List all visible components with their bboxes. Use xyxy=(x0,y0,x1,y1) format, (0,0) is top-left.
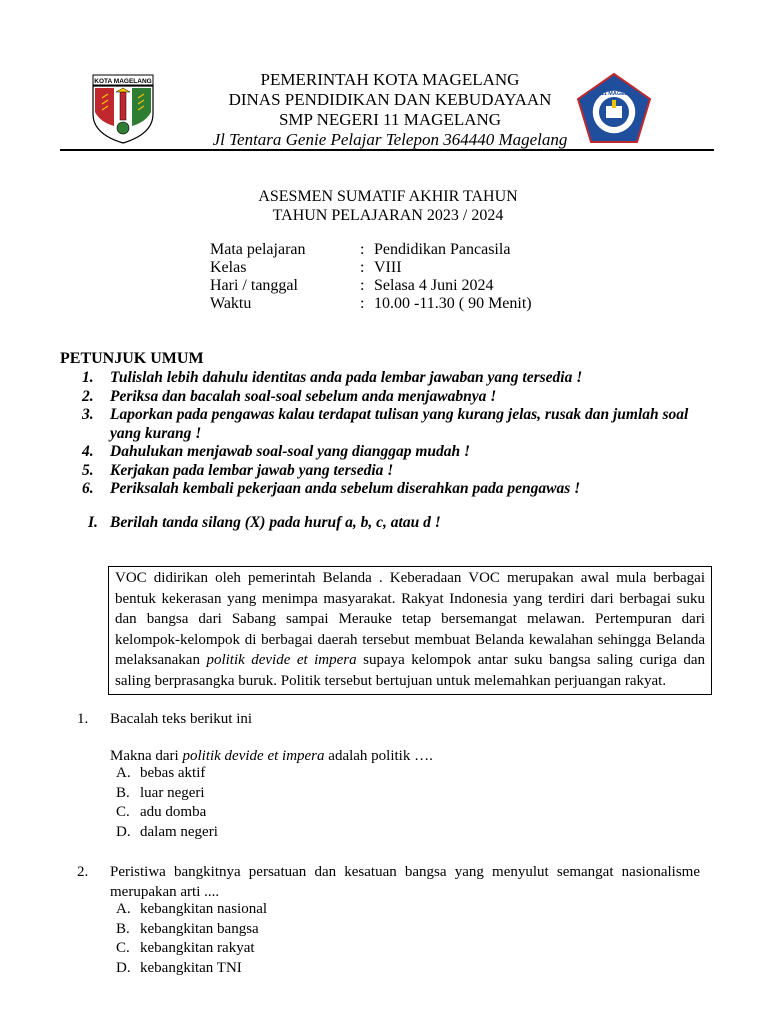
instruction-item xyxy=(82,388,722,407)
info-value: VIII xyxy=(374,259,402,276)
logo-left-label: KOTA MAGELANG xyxy=(94,78,152,85)
reading-text-part-2: supaya kelompok antar suku bangsa saling curiga dan saling berprasangka buruk. Politik tersebut bertujuan untuk melemahkan perjuangan rakyat. xyxy=(115,652,705,689)
info-colon: : xyxy=(360,259,365,276)
instruction-text: Laporkan pada pengawas kalau terdapat tulisan yang kurang jelas, rusak dan jumlah soal yang kurang ! xyxy=(110,406,689,442)
exam-title-line-2: TAHUN PELAJARAN 2023 / 2024 xyxy=(272,207,504,224)
option-text: dalam negeri xyxy=(140,824,218,841)
instruction-text: Periksalah kembali pekerjaan anda sebelum diserahkan pada pengawas ! xyxy=(110,480,581,497)
letterhead-line-1: PEMERINTAH KOTA MAGELANG xyxy=(260,70,520,89)
info-label: Kelas xyxy=(210,259,247,276)
info-label: Hari / tanggal xyxy=(210,277,298,294)
option-letter: D. xyxy=(116,960,131,977)
instruction-item xyxy=(82,443,722,462)
option-letter: B. xyxy=(116,784,130,801)
info-colon: : xyxy=(360,277,365,294)
letterhead-address: Jl Tentara Genie Pelajar Telepon 364440 Magelang xyxy=(212,130,568,149)
logo-right-label: SMP 11 MAGELANG xyxy=(587,91,641,97)
option-letter: C. xyxy=(116,940,130,957)
option-text: adu domba xyxy=(140,804,207,821)
info-label: Waktu xyxy=(210,295,252,312)
answer-options xyxy=(116,764,218,843)
answer-option[interactable] xyxy=(116,803,218,823)
instruction-number: 2. xyxy=(82,387,94,405)
general-instructions-title: PETUNJUK UMUM xyxy=(60,350,204,367)
answer-option[interactable] xyxy=(116,920,267,940)
question-stem-italic: politik devide et impera xyxy=(182,748,325,764)
info-value: 10.00 -11.30 ( 90 Menit) xyxy=(374,295,532,312)
reading-passage xyxy=(108,566,712,695)
section-number: I. xyxy=(88,514,98,531)
exam-title-line-1: ASESMEN SUMATIF AKHIR TAHUN xyxy=(258,188,518,205)
kota-magelang-logo xyxy=(90,74,156,144)
instruction-text: Kerjakan pada lembar jawab yang tersedia ! xyxy=(110,461,394,479)
option-letter: A. xyxy=(116,901,131,917)
instruction-number: 6. xyxy=(82,480,94,497)
instruction-number: 4. xyxy=(82,443,94,460)
option-letter: A. xyxy=(116,765,131,781)
letterhead-line-3: SMP NEGERI 11 MAGELANG xyxy=(278,110,502,129)
question-stem-part-1: Makna dari xyxy=(110,748,183,764)
reading-text-italic: politik devide et impera xyxy=(206,652,357,669)
option-text: bebas aktif xyxy=(140,765,206,781)
option-text: kebangkitan nasional xyxy=(140,901,268,917)
question-number: 2. xyxy=(77,864,89,880)
section-heading xyxy=(88,514,441,532)
info-colon: : xyxy=(360,241,365,258)
letterhead-divider xyxy=(60,149,714,151)
info-label: Mata pelajaran xyxy=(210,241,306,258)
option-text: kebangkitan bangsa xyxy=(140,920,259,937)
option-letter: C. xyxy=(116,804,130,821)
info-value: Pendidikan Pancasila xyxy=(374,241,511,258)
reading-text-part-1: VOC didirikan oleh pemerintah Belanda . Keberadaan VOC merupakan awal mula berbagai bentuk kekerasan yang menimpa masyarakat. Rakyat Indonesia yang terdiri dari berbagai suku dan bangsa dari Sabang sampai Merauke tetap bersemangat melawan. Pertempuran dari kelompok-kelompok di berbagai daerah tersebut membuat Belanda kewalahan sehingga Belanda melaksanakan xyxy=(115,570,705,669)
exam-info xyxy=(210,241,532,313)
instruction-item xyxy=(82,406,722,443)
letterhead xyxy=(190,70,590,150)
instruction-text: Dahulukan menjawab soal-soal yang dianggap mudah ! xyxy=(110,443,471,460)
answer-option[interactable] xyxy=(116,900,267,920)
instruction-text: Periksa dan bacalah soal-soal sebelum anda menjawabnya ! xyxy=(110,387,497,405)
instruction-item xyxy=(82,462,722,481)
info-row xyxy=(210,259,532,277)
answer-option[interactable] xyxy=(116,959,267,979)
instruction-number: 3. xyxy=(82,406,94,423)
instruction-text: Tulislah lebih dahulu identitas anda pada lembar jawaban yang tersedia ! xyxy=(110,369,583,386)
section-instruction: Berilah tanda silang (X) pada huruf a, b, c, atau d ! xyxy=(110,514,441,531)
question-intro: Bacalah teks berikut ini xyxy=(110,711,253,727)
letterhead-line-2: DINAS PENDIDIKAN DAN KEBUDAYAAN xyxy=(228,90,552,109)
instruction-number: 1. xyxy=(82,369,94,386)
option-text: luar negeri xyxy=(140,784,205,801)
option-text: kebangkitan TNI xyxy=(140,960,242,977)
answer-option[interactable] xyxy=(116,939,267,959)
question-stem: Peristiwa bangkitnya persatuan dan kesatuan bangsa yang menyulut semangat nasionalisme merupakan arti .... xyxy=(110,864,700,900)
question-number: 1. xyxy=(77,711,89,727)
info-colon: : xyxy=(360,295,365,312)
instruction-number: 5. xyxy=(82,461,94,479)
answer-option[interactable] xyxy=(116,764,218,784)
answer-option[interactable] xyxy=(116,784,218,804)
question-stem-part-2: adalah politik …. xyxy=(324,748,433,764)
info-row xyxy=(210,277,532,295)
option-letter: B. xyxy=(116,920,130,937)
general-instructions-list xyxy=(82,369,722,499)
question-stem xyxy=(110,746,700,766)
info-row xyxy=(210,241,532,259)
option-letter: D. xyxy=(116,824,131,841)
answer-options xyxy=(116,900,267,979)
info-row xyxy=(210,295,532,313)
instruction-item xyxy=(82,369,722,388)
instruction-item xyxy=(82,480,722,499)
answer-option[interactable] xyxy=(116,823,218,843)
option-text: kebangkitan rakyat xyxy=(140,940,255,957)
info-value: Selasa 4 Juni 2024 xyxy=(374,277,494,294)
exam-title xyxy=(0,187,768,225)
